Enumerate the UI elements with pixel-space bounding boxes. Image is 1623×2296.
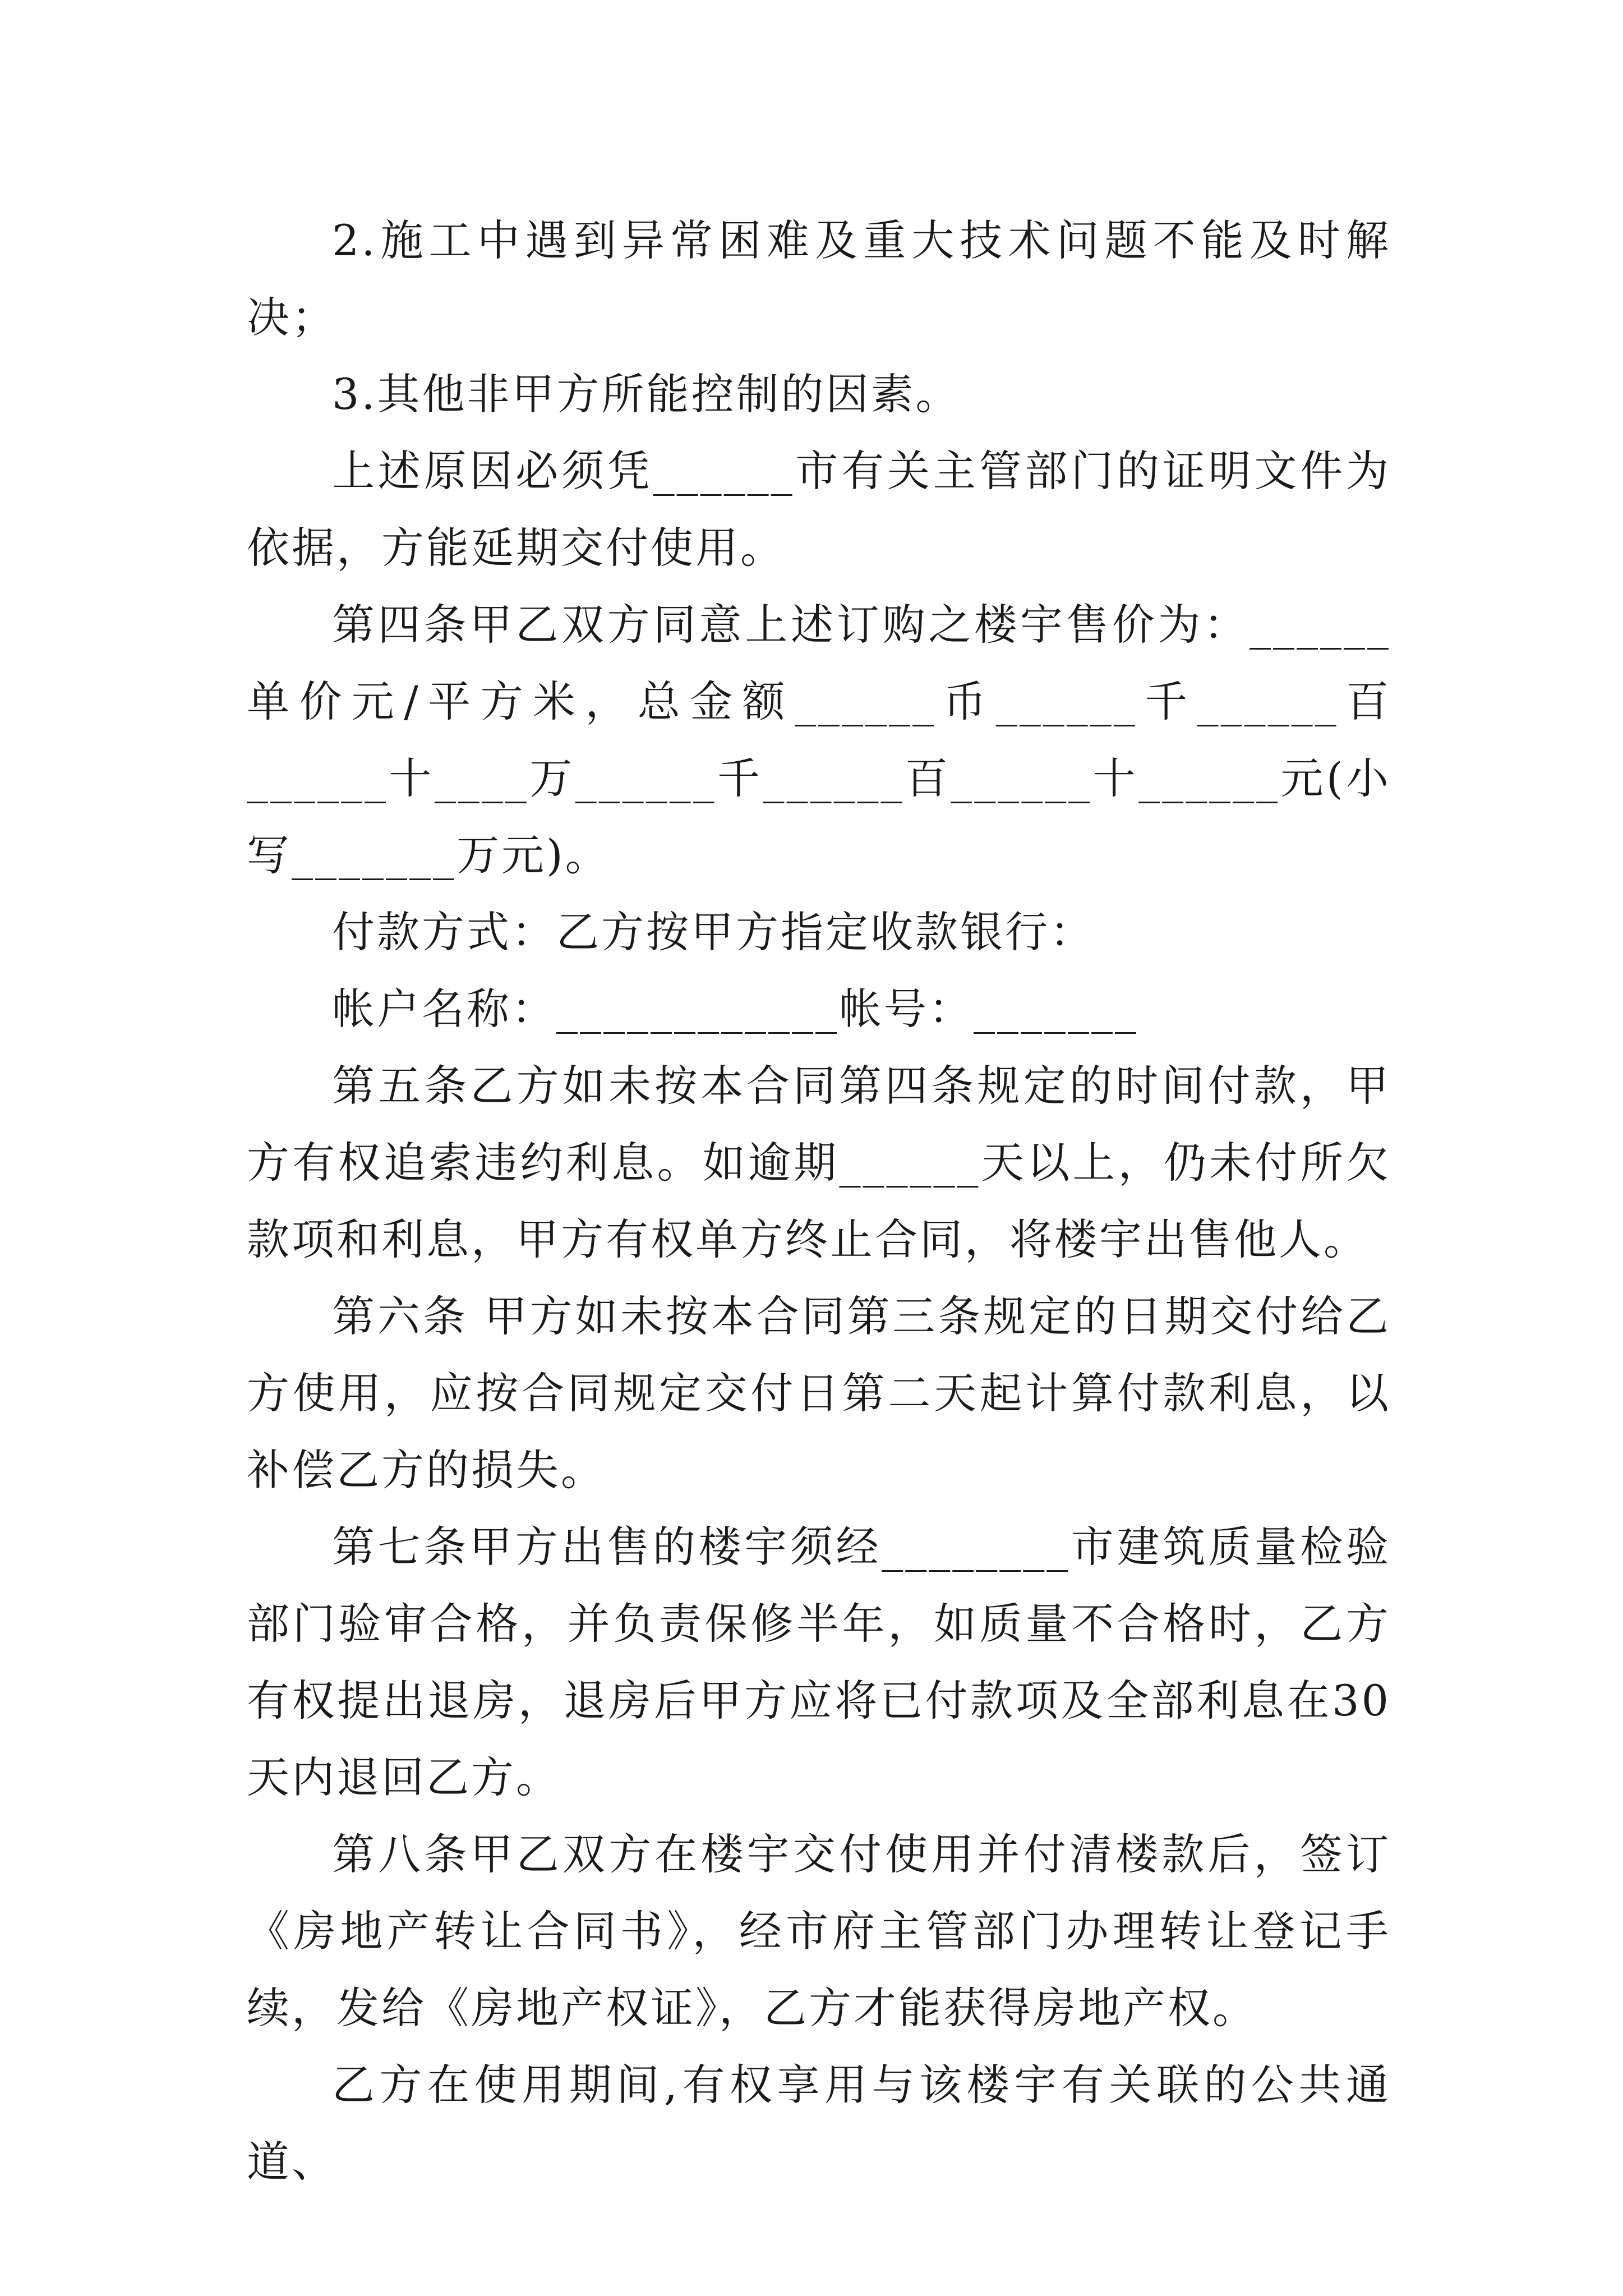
paragraph-article-4-price: 第四条甲乙双方同意上述订购之楼宇售价为：______单价元/平方米，总金额______币______千______百______十____万______千______百______十______元(小写_______万元)。 [247,600,1391,880]
paragraph-payment-method: 付款方式：乙方按甲方指定收款银行： [332,907,1095,957]
document-body [247,202,1391,2200]
paragraph-article-7: 第七条甲方出售的楼宇须经________市建筑质量检验部门验审合格，并负责保修半年，如质量不合格时，乙方有权提出退房，退房后甲方应将已付款项及全部利息在30天内退回乙方。 [247,1522,1391,1802]
paragraph-article-6: 第六条 甲方如未按本合同第三条规定的日期交付给乙方使用，应按合同规定交付日第二天起计算付款利息，以补偿乙方的损失。 [247,1291,1391,1495]
paragraph-account-info: 帐户名称：____________帐号：_______ [332,984,1138,1034]
paragraph-usage-rights: 乙方在使用期间,有权享用与该楼宇有关联的公共通道、 [247,2060,1391,2187]
paragraph-article-8: 第八条甲乙双方在楼宇交付使用并付清楼款后，签订《房地产转让合同书》，经市府主管部门办理转让登记手续，发给《房地产权证》，乙方才能获得房地产权。 [247,1829,1391,2033]
paragraph-article-5: 第五条乙方如未按本合同第四条规定的时间付款，甲方有权追索违约利息。如逾期______天以上，仍未付所欠款项和利息，甲方有权单方终止合同，将楼宇出售他人。 [247,1061,1391,1264]
paragraph-clause-2: 2.施工中遇到异常困难及重大技术问题不能及时解决； [247,215,1391,342]
paragraph-clause-3: 3.其他非甲方所能控制的因素。 [332,369,961,419]
paragraph-delay-proof: 上述原因必须凭______市有关主管部门的证明文件为依据，方能延期交付使用。 [247,446,1391,573]
